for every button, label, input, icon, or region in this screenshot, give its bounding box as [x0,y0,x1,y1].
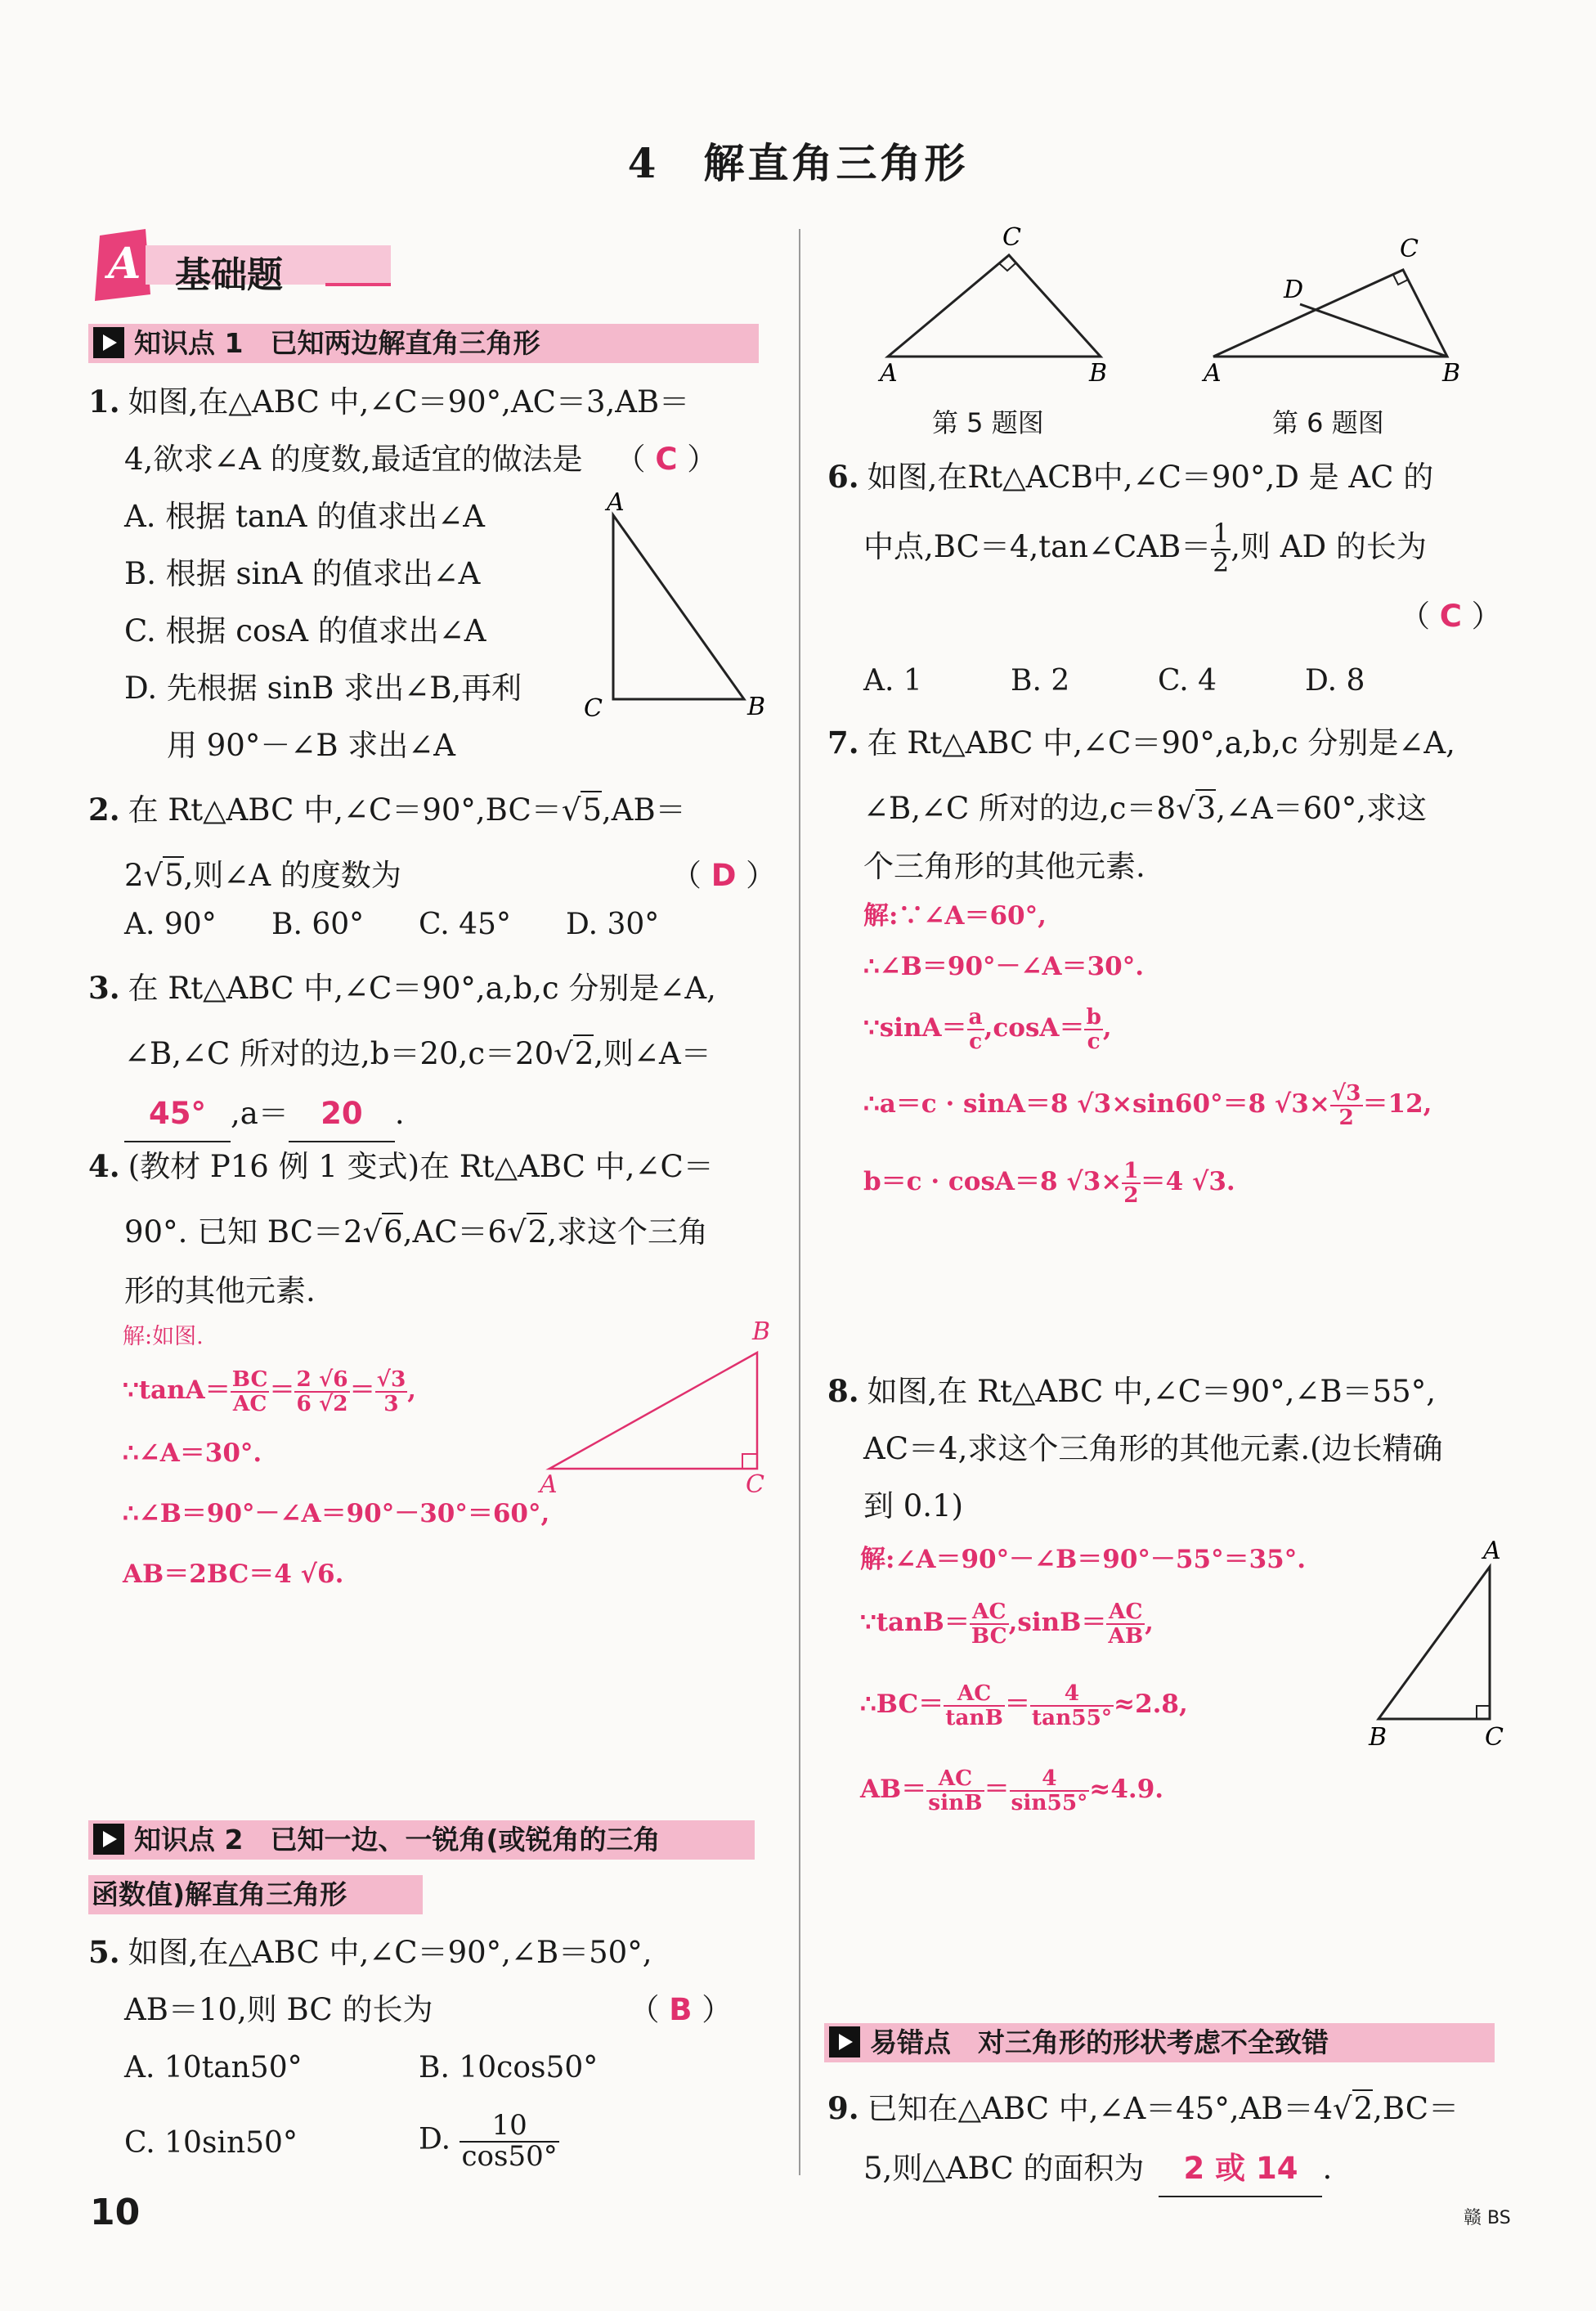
q8-sol-line3-b: ≈2.8, [1114,1689,1188,1719]
q7-frac4-top: 1 [1123,1157,1139,1183]
play-icon-3 [829,2026,860,2057]
q5-line2: AB＝10,则 BC 的长为 [124,1992,433,2027]
q4-sol-line4: ∴∠B＝90°－∠A＝90°－30°＝60°, [123,1499,550,1528]
q5-option-a: A. 10tan50° [124,2051,303,2084]
q4-fig-label-c: C [746,1470,764,1499]
q7-line3: 个三角形的其他元素. [863,849,1145,884]
question-7: 7. 在 Rt△ABC 中,∠C＝90°,a,b,c 分别是∠A, ∠B,∠C 所对的边,c＝8√3,∠A＝60°,求这 个三角形的其他元素. [827,710,1455,892]
q4-line3: 形的其他元素. [124,1273,316,1308]
q8-frac5-bottom: sinB [928,1789,983,1815]
topic-1-label: 知识点 1 已知两边解直角三角形 [134,327,540,359]
q3-end: . [394,1096,405,1131]
q7-frac1-top: a [968,1003,983,1030]
q8-fig-label-b: B [1369,1723,1388,1752]
page-number: 10 [90,2192,141,2233]
q4-fig-label-b: B [752,1317,771,1346]
fig5-label-a: A [880,359,898,388]
q2-option-a: A. 90° [124,908,217,941]
figure-5 [867,221,1128,401]
q2-line2-a: 2 [124,858,144,893]
q1-option-b: B. 根据 sinA 的值求出∠A [124,556,481,591]
q4-solution: 解:如图. ∵tanA＝ $\frac{BC}{AC}$ ＝ $\frac{2 √6}{6 √2}$ ＝ $\frac{√3}{3}$ , ∴∠A＝30°. ∴∠B＝90°－∠A＝90°－30°＝60°, AB＝2BC＝4 √6. [123,1317,549,1604]
q7-frac2-bottom: c [1087,1028,1101,1054]
q3-mid: ,a＝ [231,1096,289,1131]
section-badge [88,229,391,303]
q5-line1: 如图,在△ABC 中,∠C＝90°,∠B＝50°, [128,1935,652,1970]
q7-frac3-bottom: 2 [1338,1104,1354,1130]
question-1: 1. 如图,在△ABC 中,∠C＝90°,AC＝3,AB＝ 4,欲求∠A 的度数,最适宜的做法是 （ C ） A. 根据 tanA 的值求出∠A B. 根据 sinA 的值求出∠A C. 根据 cosA 的值求出∠A D. 先根据 sinB 求出∠B,再利 用 90°－∠B 求出∠A [88,373,717,774]
q1-option-a: A. 根据 tanA 的值求出∠A [124,499,485,534]
q6-answer: C [1439,599,1462,634]
q8-frac2-bottom: AB [1108,1622,1144,1649]
q1-fig-label-b: B [747,693,766,721]
q1-answer: C [655,442,678,477]
q4-number: 4. [88,1148,120,1184]
q5-option-c: C. 10sin50° [124,2126,298,2160]
q8-line1: 如图,在 Rt△ABC 中,∠C＝90°,∠B＝55°, [867,1374,1436,1409]
q7-sol-line5-a: b＝c · cosA＝8 √3× [863,1167,1123,1196]
q2-line1-radicand: 5 [582,792,602,828]
q4-line2-a: 90°. 已知 BC＝2 [124,1214,363,1250]
q2-option-b: B. 60° [271,908,365,941]
topic-2-header-line1 [88,1820,755,1860]
q5-option-d-frac [460,2111,558,2171]
question-9: 9. 已知在△ABC 中,∠A＝45°,AB＝4√2,BC＝ 5,则△ABC 的面积为 2 或 14 . [827,2075,1459,2197]
q8-solution: 解:∠A＝90°－∠B＝90°－55°＝35°. ∵tanB＝ $\frac{AC}{BC}$ ,sinB＝ $\frac{AC}{AB}$ , ∴BC＝ $\frac{AC}{\tan B}$ ＝ $\frac{4}{\tan 55^\circ}$ ≈2.8, AB＝ $\frac{AC}{\sin B}$ ＝ $\frac{4}{\sin 55^\circ}$ ≈4.9. [860,1536,1306,1832]
q8-sol-frac-5 [926,1767,984,1814]
fig6-label-a: A [1204,359,1222,388]
fig6-label-d: D [1284,276,1304,304]
q8-line3: 到 0.1) [863,1488,964,1523]
q7-number: 7. [827,725,859,761]
q1-option-d-line2: 用 90°－∠B 求出∠A [167,728,456,763]
q7-solution [863,891,1432,1218]
q8-sol-line4-a: AB＝ [860,1775,927,1804]
q9-number: 9. [827,2090,859,2126]
q5-option-d-label: D. [419,2122,451,2156]
q6-line1: 如图,在Rt△ACB中,∠C＝90°,D 是 AC 的 [867,460,1434,495]
q1-line1: 如图,在△ABC 中,∠C＝90°,AC＝3,AB＝ [128,384,690,420]
topic-2-label-line2: 函数值)解直角三角形 [92,1878,347,1910]
page-title: 4 解直角三角形 [627,139,969,187]
q1-number: 1. [88,384,120,420]
q3-blank-a: 20 [289,1087,395,1142]
q6-number: 6. [827,459,859,495]
fig6-label-c: C [1400,235,1419,263]
q8-sol-frac-2 [1106,1600,1145,1647]
q4-sol-frac-3 [375,1368,408,1415]
q7-sol-frac-1 [967,1003,984,1054]
q6-line2-b: ,则 AD 的长为 [1231,529,1427,564]
q4-sol-frac-1 [231,1368,270,1415]
q4-figure [531,1308,777,1505]
q7-sol-line3-b: ,cosA＝ [984,1013,1085,1043]
q7-sol-line2: ∴∠B＝90°－∠A＝30°. [863,952,1144,981]
q8-fig-label-c: C [1485,1723,1504,1752]
q8-frac1-top: AC [970,1600,1009,1625]
q4-frac3-bottom: 3 [383,1390,399,1416]
q7-sol-line4-a: ∴a＝c · sinA＝8 √3×sin60°＝8 √3× [863,1089,1330,1119]
footer-edition: 赣 BS [1464,2208,1511,2228]
q7-frac4-bottom: 2 [1123,1182,1139,1208]
q5-option-b: B. 10cos50° [419,2051,598,2084]
q4-frac2-bottom: 6 √2 [296,1390,348,1416]
q8-frac2-top: AC [1106,1600,1145,1625]
q5-option-d-bottom: cos50° [461,2139,558,2173]
q3-line2-radicand: 2 [574,1036,594,1071]
q5-answer: B [669,1992,693,2027]
fig5-label-b: B [1089,359,1108,388]
q4-line2-radicand-2: 2 [527,1214,548,1250]
q1-fig-label-a: A [607,491,625,517]
q2-option-c: C. 45° [419,908,511,941]
q2-line2-b: ,则∠A 的度数为 [183,858,401,893]
q9-line1-b: ,BC＝ [1373,2091,1459,2126]
q1-figure [572,491,777,728]
q4-line2-b: ,AC＝6 [402,1214,508,1250]
q9-blank-area: 2 或 14 [1159,2142,1322,2197]
fig6-label-b: B [1442,359,1461,388]
q8-sol-frac-6 [1010,1767,1090,1814]
q7-sol-frac-3 [1330,1079,1363,1130]
q1-option-c: C. 根据 cosA 的值求出∠A [124,613,486,648]
q8-sol-line1: 解:∠A＝90°－∠B＝90°－55°＝35°. [860,1545,1306,1574]
q8-figure [1349,1537,1529,1758]
topic-3-label: 易错点 对三角形的形状考虑不全致错 [870,2026,1329,2058]
q5-number: 5. [88,1934,120,1970]
q8-frac4-bottom: tan55° [1031,1704,1113,1730]
q4-sol-line3: ∴∠A＝30°. [123,1438,262,1468]
figure-6 [1194,229,1504,401]
q8-frac3-bottom: tanB [945,1704,1003,1730]
q4-line2-radicand-1: 6 [383,1214,403,1250]
q4-frac1-bottom: AC [232,1390,267,1416]
q6-option-c: C. 4 [1158,664,1217,698]
q8-frac4-top: 4 [1030,1682,1114,1707]
q8-number: 8. [827,1373,859,1409]
q2-line1-a: 在 Rt△ABC 中,∠C＝90°,BC＝ [128,792,562,828]
q7-frac3-top: √3 [1331,1079,1361,1106]
q6-option-d: D. 8 [1305,664,1365,698]
q5-option-d-top: 10 [460,2111,558,2143]
question-2: 2. 在 Rt△ABC 中,∠C＝90°,BC＝√5,AB＝ 2√5,则∠A 的度数为 （ D ） [88,792,777,893]
question-6: 6. 如图,在Rt△ACB中,∠C＝90°,D 是 AC 的 中点,BC＝4,tan∠CAB＝ $\frac{1}{2}$ ,则 AD 的长为 （ C ） [827,459,1502,634]
q7-line2-b: ,∠A＝60°,求这 [1216,791,1428,826]
q8-sol-line2-a: ∵tanB＝ [860,1608,970,1637]
q2-line2-radicand: 5 [164,858,184,893]
q7-sol-line4-b: ＝12, [1362,1089,1432,1119]
q7-sol-line3-a: ∵sinA＝ [863,1013,967,1043]
badge-letter: A [108,239,141,289]
q3-line2-b: ,则∠A＝ [594,1036,711,1071]
q3-line2-a: ∠B,∠C 所对的边,b＝20,c＝20 [124,1036,554,1071]
q6-option-b: B. 2 [1011,664,1070,698]
q8-sol-line2-c: , [1145,1608,1154,1637]
badge-label: 基础题 [175,254,283,296]
q4-sol-line5: AB＝2BC＝4 √6. [123,1559,344,1589]
topic-2-label-line1: 知识点 2 已知一边、一锐角(或锐角的三角 [134,1824,661,1856]
q8-line2: AC＝4,求这个三角形的其他元素.(边长精确 [863,1431,1443,1466]
play-icon-2 [93,1824,124,1855]
q3-line1: 在 Rt△ABC 中,∠C＝90°,a,b,c 分别是∠A, [128,971,716,1006]
q1-fig-label-c: C [584,694,603,723]
q8-sol-frac-1 [970,1600,1009,1647]
q6-line2-a: 中点,BC＝4,tan∠CAB＝ [863,529,1212,564]
q2-number: 2. [88,792,120,828]
q7-line2-a: ∠B,∠C 所对的边,c＝8 [863,791,1177,826]
q7-line1: 在 Rt△ABC 中,∠C＝90°,a,b,c 分别是∠A, [867,725,1455,761]
q7-sol-frac-2 [1084,1003,1102,1054]
topic-2-header-line2 [88,1875,423,1914]
question-3: 3. 在 Rt△ABC 中,∠C＝90°,a,b,c 分别是∠A, ∠B,∠C 所对的边,b＝20,c＝20√2,则∠A＝ 45° ,a＝ 20 . [88,955,716,1142]
figure-6-caption: 第 6 题图 [1272,407,1384,438]
question-5: 5. 如图,在△ABC 中,∠C＝90°,∠B＝50°, AB＝10,则 BC 的长为 （ B ） [88,1934,733,2027]
q8-sol-frac-3 [944,1682,1005,1729]
q8-frac6-top: 4 [1010,1767,1090,1792]
q8-sol-frac-4 [1030,1682,1114,1729]
q4-sol-line2-pre: ∵tanA＝ [123,1375,231,1405]
q4-line1: (教材 P16 例 1 变式)在 Rt△ABC 中,∠C＝ [128,1149,714,1184]
q8-frac3-top: AC [944,1682,1005,1707]
q6-option-a: A. 1 [863,664,922,698]
q7-sol-frac-4 [1122,1157,1140,1208]
q7-line2-radicand: 3 [1196,791,1217,826]
column-divider [799,229,800,2175]
question-8 [827,1362,1443,1535]
q3-number: 3. [88,970,120,1006]
q8-frac1-bottom: BC [971,1622,1007,1649]
q9-line1-radicand: 2 [1353,2091,1374,2126]
q9-line1-a: 已知在△ABC 中,∠A＝45°,AB＝4 [867,2091,1334,2126]
q4-sol-line1: 解:如图. [123,1324,204,1349]
q8-frac5-top: AC [926,1767,984,1792]
q4-fig-label-a: A [540,1470,558,1499]
q1-option-d-line1: D. 先根据 sinB 求出∠B,再利 [124,671,522,706]
q8-fig-label-a: A [1483,1537,1501,1565]
q7-sol-line3-c: , [1102,1013,1112,1043]
q8-sol-line2-b: ,sinB＝ [1008,1608,1107,1637]
q7-frac2-top: b [1086,1003,1101,1030]
question-4: 4. (教材 P16 例 1 变式)在 Rt△ABC 中,∠C＝ 90°. 已知 BC＝2√6,AC＝6√2,求这个三角 形的其他元素. [88,1133,714,1317]
play-icon [93,327,124,358]
q2-line1-b: ,AB＝ [601,792,686,828]
q4-sol-frac-2 [294,1368,349,1415]
q8-sol-line4-b: ≈4.9. [1089,1775,1164,1804]
figure-5-caption: 第 5 题图 [932,407,1044,438]
q8-frac6-bottom: sin55° [1011,1789,1088,1815]
q4-frac3-top: √3 [376,1366,406,1392]
q2-answer: D [711,858,737,893]
q6-frac-bottom: 2 [1213,548,1230,578]
q5-option-d [419,2111,559,2171]
q7-sol-line1: 解:∵∠A＝60°, [863,901,1047,931]
topic-3-header [824,2023,1495,2062]
q4-frac2-top: 2 √6 [296,1366,348,1392]
q7-frac1-bottom: c [969,1028,983,1054]
q8-sol-line3-a: ∴BC＝ [860,1689,944,1719]
q1-line2: 4,欲求∠A 的度数,最适宜的做法是 [124,442,583,477]
fig5-label-c: C [1002,223,1021,252]
q4-frac1-top: BC [231,1366,268,1392]
q3-blank-angle: 45° [124,1087,231,1142]
q6-frac-top: 1 [1213,519,1230,550]
q9-line2-a: 5,则△ABC 的面积为 [863,2151,1145,2186]
q9-line2-b: . [1322,2151,1333,2186]
q4-line2-c: ,求这个三角 [547,1214,708,1250]
q7-sol-line5-b: ＝4 √3. [1140,1167,1235,1196]
q6-frac [1211,521,1231,577]
topic-1-header [88,324,759,363]
q2-option-d: D. 30° [566,908,660,941]
